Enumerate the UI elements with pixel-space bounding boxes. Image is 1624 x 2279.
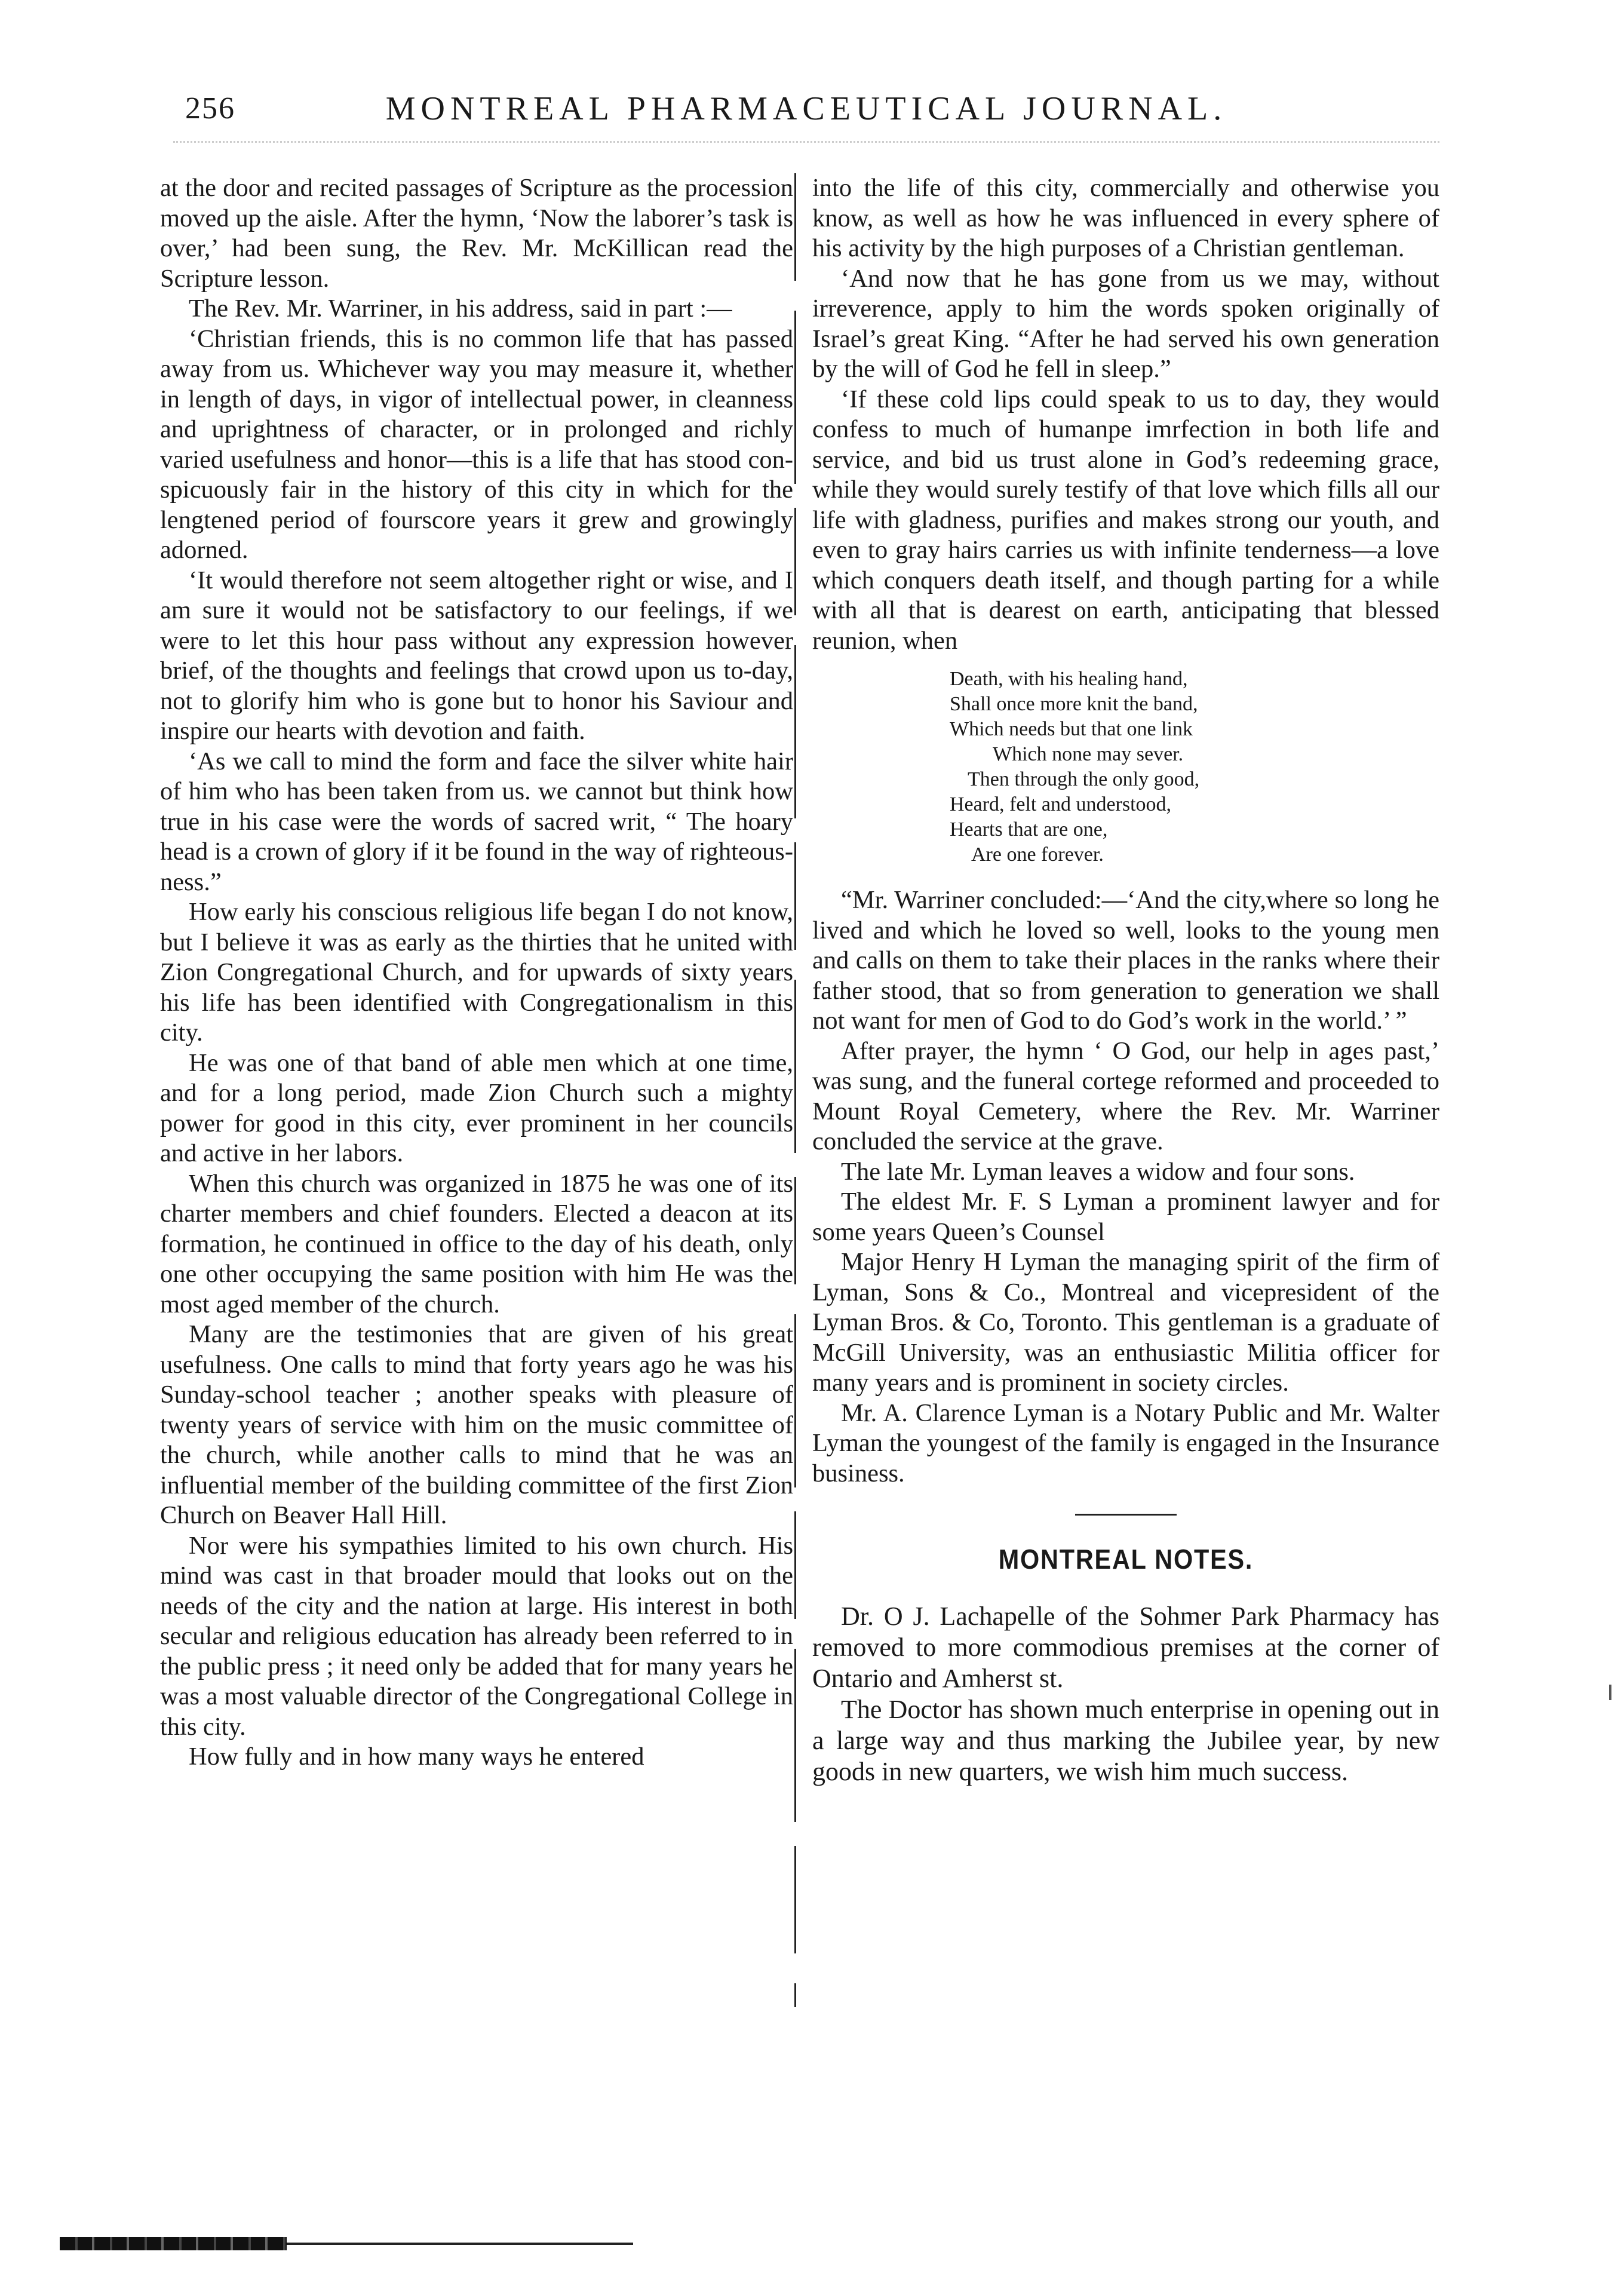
right-column (812, 173, 1439, 1787)
poem-line: Death, with his healing hand, (950, 668, 1188, 690)
paragraph: at the door and recited passages of Scripture as the procession moved up the aisle. After the hymn, ‘Now the laborer’s task is over,’ had been sung, the Rev. Mr. McKillican read the Scripture lesson. (160, 174, 793, 293)
paragraph: The Rev. Mr. Warriner, in his address, said in part :— (189, 295, 732, 323)
paragraph: He was one of that band of able men which at one time, and for a long period, made Zion Church such a mighty power for good in this city, ever prominent in her councils and active in her labors. (160, 1048, 793, 1167)
paragraph: Major Henry H Lyman the managing spirit of the firm of Lyman, Sons & Co., Montreal and vicepresident of the Lyman Bros. & Co, Toronto. This gentleman is a graduate of McGill University, was an enthusiastic Militia officer for many years and is prominent in society circles. (812, 1248, 1439, 1397)
paragraph: Mr. A. Clarence Lyman is a Notary Public and Mr. Walter Lyman the youngest of the family is engaged in the Insurance business. (812, 1398, 1439, 1487)
poem-stanza (812, 667, 1439, 867)
section-rule (1075, 1514, 1177, 1516)
paragraph: Nor were his sympathies limited to his own church. His mind was cast in that broader mould that looks out on the needs of the city and the nation at large. His interest in both secular and religious education has already been referred to in the public press ; it need only be added that for many years he was a most valuable director of the Congregational College in this city. (160, 1531, 793, 1741)
section-heading: MONTREAL NOTES. (998, 1544, 1254, 1575)
scan-bar-thick (60, 2237, 287, 2250)
paragraph: ‘Christian friends, this is no common life that has passed away from us. Whichever way you may measure it, whether in length of days, in vigor of intellectual power, in cleanness and uprightness of character, or in prolonged and richly varied usefulness and honor—this is a life that has stood conspicuously fair in the history of this city in which for the lengtened period of fourscore years it grew and growingly adorned. (160, 324, 793, 564)
edge-mark (1609, 1685, 1611, 1700)
poem-line: Hearts that are one, (950, 818, 1108, 841)
paragraph: Dr. O J. Lachapelle of the Sohmer Park Pharmacy has removed to more commodious premises at the corner of Ontario and Amherst st. (812, 1601, 1439, 1693)
poem-line: Shall once more knit the band, (950, 693, 1198, 715)
page-number: 256 (185, 91, 235, 125)
paragraph: ‘If these cold lips could speak to us to day, they would confess to much of humanpe imrfection in both life and service, and bid us trust alone in God’s redeeming grace, while they would surely testify of that love which fills all our life with gladness, purifies and makes strong our youth, and even to gray hairs carries us with infinite tenderness—a love which conquers death itself, and though parting for a while with all that is dearest on earth, anticipating that blessed reunion, when (812, 385, 1439, 655)
scan-bar-thin (287, 2243, 633, 2245)
paragraph: Many are the testimonies that are given of his great usefulness. One calls to mind that forty years ago he was his Sunday-school teacher ; another speaks with pleasure of twenty years of service with him on the music committee of the church, while another calls to mind that he was an influential member of the building committee of the first Zion Church on Beaver Hall Hill. (160, 1320, 793, 1529)
paragraph: “Mr. Warriner concluded:—‘And the city,where so long he lived and which he loved so well, looks to the young men and calls on them to take their places in the ranks where their father stood, that so from generation to generation we shall not want for men of God to do God’s work in the world.’ ” (812, 886, 1439, 1035)
paragraph: When this church was organized in 1875 he was one of its charter members and chief founders. Elected a deacon at its formation, he continued in office to the day of his death, only one other occupying the same position with him He was the most aged member of the church. (160, 1169, 793, 1318)
column-divider (794, 173, 796, 2007)
running-title: MONTREAL PHARMACEUTICAL JOURNAL. (385, 90, 1227, 127)
poem-line: Which needs but that one link (950, 718, 1193, 740)
poem-line: Which none may sever. (993, 743, 1184, 765)
paragraph: ‘And now that he has gone from us we may, without irreverence, apply to him the words spoken originally of Israel’s great King. “After he had served his own generation by the will of God he fell in sleep.” (812, 264, 1439, 383)
paragraph: ‘As we call to mind the form and face the silver white hair of him who has been taken from us. we cannot but think how true in his case were the words of sacred writ, “ The hoary head is a crown of glory if it be found in the way of righteousness.” (160, 747, 793, 896)
page-header (155, 84, 1457, 137)
paragraph: The Doctor has shown much enterprise in opening out in a large way and thus marking the Jubilee year, by new goods in new quarters, we wish him much success. (812, 1694, 1439, 1786)
poem-line: Heard, felt and understood, (950, 793, 1172, 815)
paragraph: The eldest Mr. F. S Lyman a prominent lawyer and for some years Queen’s Counsel (812, 1188, 1439, 1246)
paragraph: into the life of this city, commercially and otherwise you know, as well as how he was influenced in every sphere of his activity by the high purposes of a Christian gentleman. (812, 174, 1439, 262)
paragraph: ‘It would therefore not seem altogether right or wise, and I am sure it would not be satisfactory to our feelings, if we were to let this hour pass without any expression however brief, of the thoughts and feelings that crowd upon us to-day, not to glorify him who is gone but to honor his Saviour and inspire our hearts with devotion and faith. (160, 566, 793, 745)
paragraph: How early his conscious religious life began I do not know, but I believe it was as early as the thirties that he united with Zion Congregational Church, and for upwards of sixty years his life has been identified with Congregationalism in this city. (160, 898, 793, 1047)
paragraph: The late Mr. Lyman leaves a widow and four sons. (841, 1157, 1355, 1186)
paragraph: How fully and in how many ways he entered (189, 1743, 644, 1771)
bottom-scan-bar (60, 2237, 633, 2252)
header-rule (173, 141, 1439, 155)
montreal-notes (812, 1601, 1439, 1787)
poem-line: Then through the only good, (968, 768, 1200, 790)
poem-line: Are one forever. (971, 843, 1104, 866)
left-column (160, 173, 793, 1772)
paragraph: After prayer, the hymn ‘ O God, our help in ages past,’ was sung, and the funeral cortege reformed and proceeded to Mount Royal Cemetery, where the Rev. Mr. Warriner concluded the service at the grave. (812, 1036, 1439, 1155)
